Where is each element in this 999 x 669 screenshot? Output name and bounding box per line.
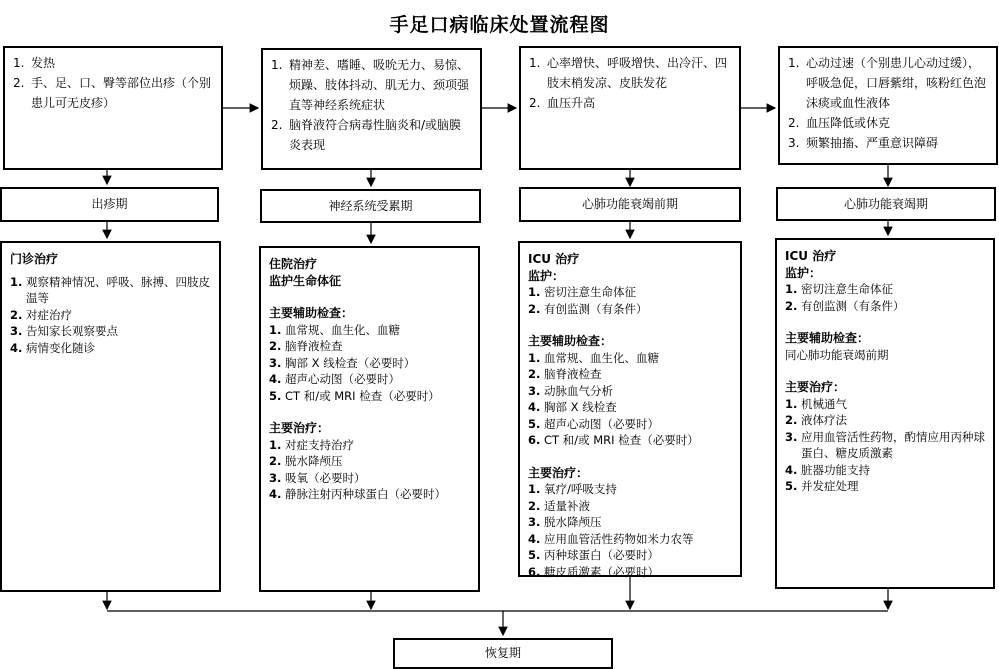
- exam-label: 主要辅助检查：: [785, 331, 870, 345]
- symptom-item: 1. 发热: [13, 56, 56, 70]
- list-item: 1. 血常规、血生化、血糖: [528, 350, 659, 365]
- symptom-item: 3. 频繁抽搐、严重意识障碍: [788, 136, 939, 150]
- treatment-label: 主要治疗：: [785, 380, 846, 394]
- list-item: 4. 脏器功能支持: [785, 462, 870, 477]
- list-item: 2. 有创监测（有条件）: [785, 298, 905, 313]
- list-item: 2. 液体疗法: [785, 413, 847, 427]
- list-item: 1. 密切注意生命体征: [785, 282, 893, 296]
- list-item: 2. 有创监测（有条件）: [528, 301, 648, 316]
- list-item: 5. 超声心动图（必要时）: [528, 416, 659, 431]
- treatment-box-4: [775, 238, 995, 589]
- treatment-box-3: [518, 241, 742, 577]
- list-item: 3. 动脉血气分析: [528, 383, 613, 398]
- list-item: 2. 适量补液: [528, 498, 590, 513]
- list-item: 2. 脱水降颅压: [269, 454, 343, 468]
- treatment-heading: 住院治疗: [269, 257, 318, 271]
- symptom-item: 2. 血压降低或休克: [788, 116, 891, 130]
- symptom-item: 2. 脑脊液符合病毒性脑炎和/或脑膜炎表现: [271, 118, 462, 152]
- stage-box-4: 心肺功能衰竭期: [776, 187, 996, 221]
- monitor-label: 监护生命体征: [269, 273, 342, 288]
- exam-note: 同心肺功能衰竭前期: [785, 347, 889, 362]
- exam-label: 主要辅助检查：: [269, 306, 354, 320]
- list-item: 5. 丙种球蛋白（必要时）: [528, 548, 659, 562]
- list-item: 1. 密切注意生命体征: [528, 285, 636, 299]
- treatment-heading: ICU 治疗: [785, 249, 837, 263]
- symptom-item: 2. 血压升高: [529, 96, 596, 110]
- recovery-stage-box: 恢复期: [393, 638, 613, 669]
- list-item: 1. 血常规、血生化、血糖: [269, 322, 400, 337]
- stage-box-2: 神经系统受累期: [260, 189, 481, 223]
- list-item: 1. 对症支持治疗: [269, 437, 354, 452]
- list-item: 2. 对症治疗: [10, 307, 72, 322]
- list-item: 4. 静脉注射丙种球蛋白（必要时）: [269, 487, 446, 501]
- exam-label: 主要辅助检查：: [528, 334, 613, 348]
- stage-box-1: 出疹期: [0, 187, 219, 222]
- list-item: 3. 胸部 X 线检查（必要时）: [269, 355, 416, 370]
- symptom-item: 1. 心动过速（个别患儿心动过缓），呼吸急促，口唇紫绀，咳粉红色泡沫痰或血性液体: [788, 56, 987, 110]
- treatment-heading: 门诊治疗: [10, 252, 59, 266]
- symptom-item: 2. 手、足、口、臀等部位出疹（个别患儿可无皮疹）: [13, 76, 212, 110]
- list-item: 3. 告知家长观察要点: [10, 324, 118, 338]
- list-item: 2. 脑脊液检查: [528, 367, 602, 381]
- list-item: 1. 氧疗/呼吸支持: [528, 482, 617, 496]
- list-item: 5. 并发症处理: [785, 479, 859, 493]
- treatment-heading: ICU 治疗: [528, 252, 580, 266]
- stage-box-3: 心肺功能衰竭前期: [519, 187, 741, 222]
- symptom-box-4: [778, 46, 998, 165]
- symptom-box-3: [519, 46, 741, 170]
- treatment-box-1: [0, 241, 221, 592]
- list-item: 6. 糖皮质激素（必要时）: [528, 564, 659, 579]
- list-item: 4. 超声心动图（必要时）: [269, 372, 400, 386]
- treatment-box-2: [259, 246, 480, 592]
- list-item: 3. 应用血管活性药物，酌情应用丙种球蛋白、糖皮质激素: [785, 429, 985, 460]
- list-item: 4. 应用血管活性药物如米力农等: [528, 531, 694, 546]
- list-item: 4. 胸部 X 线检查: [528, 400, 617, 414]
- symptom-item: 1. 精神差、嗜睡、吸吮无力、易惊、烦躁、肢体抖动、肌无力、颈项强直等神经系统症状: [271, 58, 470, 112]
- list-item: 1. 机械通气: [785, 396, 847, 411]
- list-item: 4. 病情变化随诊: [10, 340, 95, 355]
- list-item: 3. 脱水降颅压: [528, 515, 602, 529]
- treatment-label: 主要治疗：: [528, 465, 589, 480]
- list-item: 6. CT 和/或 MRI 检查（必要时）: [528, 433, 699, 447]
- symptom-box-2: [261, 48, 482, 170]
- list-item: 1. 观察精神情况、呼吸、脉搏、四肢皮温等: [10, 274, 210, 305]
- monitor-label: 监护：: [528, 268, 565, 283]
- symptom-box-1: [3, 46, 223, 170]
- list-item: 5. CT 和/或 MRI 检查（必要时）: [269, 388, 440, 403]
- list-item: 3. 吸氧（必要时）: [269, 470, 366, 485]
- page-title: 手足口病临床处置流程图: [389, 14, 610, 36]
- list-item: 2. 脑脊液检查: [269, 339, 343, 353]
- symptom-item: 1. 心率增快、呼吸增快、出冷汗、四肢末梢发凉、皮肤发花: [529, 56, 728, 90]
- treatment-label: 主要治疗：: [269, 421, 330, 435]
- monitor-label: 监护：: [785, 265, 822, 280]
